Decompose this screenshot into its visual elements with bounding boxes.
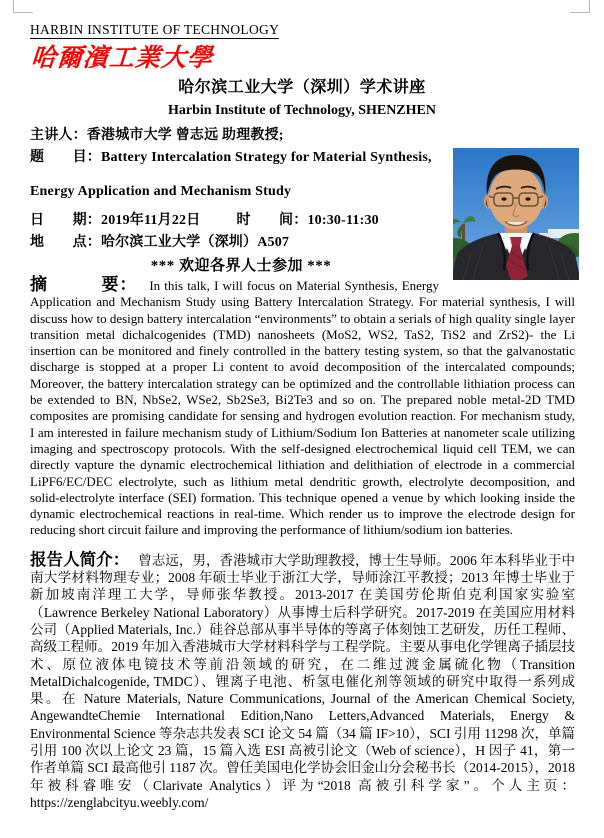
university-logo-text: 哈爾濱工業大學 bbox=[30, 45, 214, 72]
abstract-text: In this talk, I will focus on Material Synthesis, Energy Application and Mechanism Study using Battery Intercalation Strategy. For material synthesis, I will discuss how to design battery intercalation “environments” to obtain a serials of high quality single layer transition metal dichalcogenides (TMD) nanosheets (MoS2, WS2, TaS2, TiS2 and ZrS2)- the Li insertion can be monitored and finely controlled in the battery testing system, so that the galvanostatic discharge is stopped at a proper Li content to avoid decomposition of the intercalated compounds; Moreover, the battery intercalation strategy can be optimized and the controllable lithiation process can be extended to BN, NbSe2, WSe2, Sb2Se3, Bi2Te3 and so on. The prepared noble metal-2D TMD composites are promising candidate for sensing and hydrogen evolution reaction. For mechanism study, I am interested in failure mechanism study of Lithium/Sodium Ion Batteries at nanometer scale utilizing imaging and spectroscopy protocols. With the self-designed electrochemical liquid cell TEM, we can directly vapture the dynamic electrochemical lithiation and delithiation of electrode in a commercial LiPF6/EC/DEC electrolyte, such as lithium metal dendritic growth, electrolyte decomposition, and solid-electrolyte interface (SEI) formation. This technique opened a venue by which looking inside the dynamic electrochemical reactions in real-time. Which render us to improve the electrode design for reducing short circuit failure and improving the performance of lithium/sodium ion batteries. bbox=[30, 278, 575, 538]
speaker-label: 主讲人： bbox=[30, 128, 87, 143]
venue-label: 地 点： bbox=[30, 235, 101, 250]
time-label: 时 间： bbox=[236, 213, 308, 228]
topic-label: 题 目： bbox=[30, 150, 101, 165]
bio-section bbox=[30, 552, 575, 811]
topic-value-line1: Battery Intercalation Strategy for Material Synthesis, bbox=[101, 150, 432, 165]
abstract-label: 摘 要： bbox=[30, 275, 138, 294]
lecture-title-en: Harbin Institute of Technology, SHENZHEN bbox=[167, 103, 436, 118]
speaker-value: 香港城市大学 曾志远 助理教授; bbox=[86, 128, 284, 143]
topic-value-line2: Energy Application and Mechanism Study bbox=[30, 184, 292, 199]
speaker-line bbox=[30, 125, 575, 147]
speaker-photo bbox=[453, 148, 579, 280]
page-corner-mark-left bbox=[13, 0, 33, 13]
bio-label: 报告人简介： bbox=[30, 550, 130, 569]
homepage-url: https://zenglabcityu.weebly.com/ bbox=[30, 794, 209, 810]
date-value: 2019年11月22日 bbox=[101, 213, 201, 228]
institution-name-en: HARBIN INSTITUTE OF TECHNOLOGY bbox=[30, 22, 280, 37]
venue-value: 哈尔滨工业大学（深圳）A507 bbox=[101, 235, 290, 250]
institution-header bbox=[30, 22, 575, 38]
abstract-section bbox=[30, 277, 575, 539]
speaker-portrait-graphic bbox=[453, 148, 579, 280]
bio-text: 曾志远，男，香港城市大学助理教授，博士生导师。2006 年本科毕业于中南大学材料物理专业；2008 年硕士毕业于浙江大学，导师涂江平教授；2013 年博士毕业于新加坡南洋理工大学，导师张华教授。2013-2017 在美国劳伦斯伯克利国家实验室（Lawrence Berkeley National Laboratory）从事博士后科学研究。2017-2019 在美国应用材料公司（Applied Materials, Inc.）硅谷总部从事半导体的等离子体刻蚀工艺研发，历任工程师、高级工程师。2019 年加入香港城市大学材料科学与工程学院。主要从事电化学锂离子插层技术、原位液体电镜技术等前沿领域的研究，在二维过渡金属硫化物（Transition MetalDichalcogenide, TMDC）、锂离子电池、析氢电催化剂等领域的研究中取得一系列成果。在 Nature Materials, Nature Communications, Journal of the American Chemical Society, AngewandteChemie International Edition,Nano Letters,Advanced Materials, Energy & Environmental Science 等杂志共发表 SCI 论文 54 篇（34 篇 IF>10），SCI 引用 11298 次，单篇引用 100 次以上论文 23 篇，15 篇入选 ESI 高被引论文（Web of science），H 因子 41，第一作者单篇 SCI 最高他引 1187 次。曾任美国电化学协会旧金山分会秘书长（2014-2015），2018 年被科睿唯安（Clarivate Analytics）评为“2018 高被引科学家”。个人主页： bbox=[30, 552, 576, 793]
page-corner-mark-right bbox=[570, 0, 590, 13]
time-value: 10:30-11:30 bbox=[307, 213, 379, 228]
date-label: 日 期： bbox=[30, 213, 101, 228]
lecture-title-cn: 哈尔滨工业大学（深圳）学术讲座 bbox=[178, 79, 426, 96]
welcome-banner: *** 欢迎各界人士参加 *** bbox=[150, 258, 332, 274]
